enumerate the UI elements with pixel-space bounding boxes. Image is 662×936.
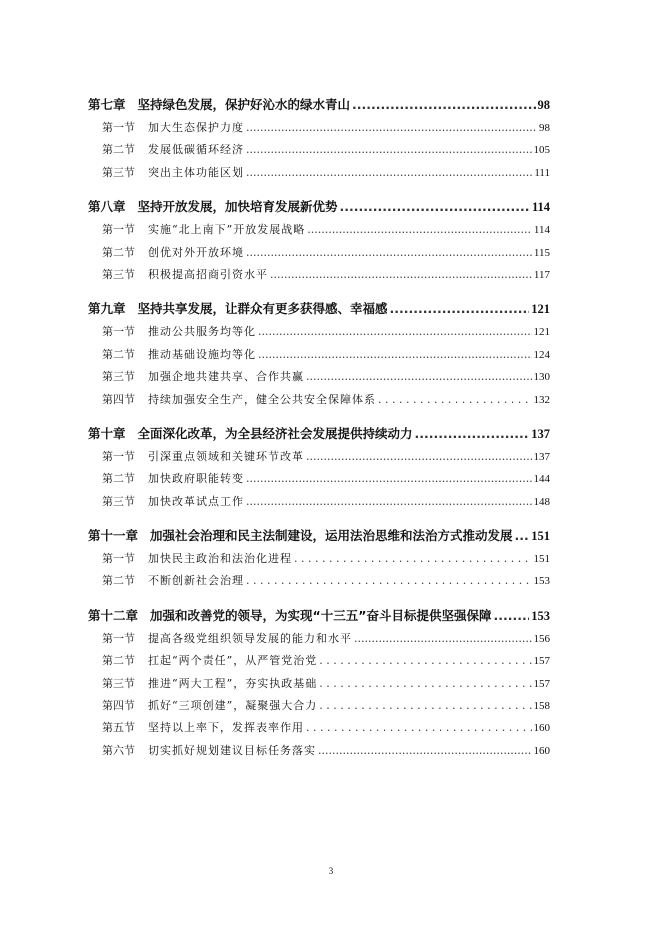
toc-section-entry[interactable] [88,493,550,515]
toc-section-entry[interactable] [88,368,550,390]
section-number: 第三节 [102,494,135,508]
section-title: 加大生态保护力度 [148,121,244,134]
chapter-gap [88,413,550,418]
toc-section-entry[interactable] [88,346,550,368]
toc-section-entry[interactable] [88,675,550,697]
toc-section-entry[interactable] [88,164,550,186]
dot-leader [493,608,529,623]
toc-chapter-entry[interactable] [88,95,550,115]
section-title: 推动公共服务均等化 [148,325,256,339]
section-page-number: 114 [533,224,550,237]
section-title: 扛起“两个责任”，从严管党治党 [148,654,318,668]
dot-leader [258,325,532,338]
section-page-number: 148 [533,495,550,508]
dot-leader [294,552,532,565]
dot-leader [246,121,537,134]
section-title: 加快改革试点工作 [148,494,244,508]
section-page-number: 160 [533,744,550,757]
section-number: 第六节 [102,743,135,757]
section-title: 创优对外开放环境 [148,245,244,259]
dot-leader [515,528,530,543]
toc-section-entry[interactable] [88,244,550,266]
chapter-gap [88,288,550,293]
toc-section-entry[interactable] [88,221,550,243]
section-title: 推动基础设施均等化 [148,347,256,361]
dot-leader [307,223,532,236]
section-page-number: 156 [533,632,550,645]
section-number: 第二节 [102,654,135,668]
toc-section-entry[interactable] [88,266,550,288]
dot-leader [354,632,532,645]
chapter-page-number: 114 [531,200,550,215]
section-number: 第四节 [102,699,135,713]
chapter-title: 加强社会治理和民主法制建设，运用法治思维和法治方式推动发展 [150,528,513,544]
dot-leader [270,268,532,281]
section-title: 突出主体功能区划 [148,165,244,179]
section-number: 第一节 [102,121,135,134]
section-number: 第二节 [102,245,135,259]
dot-leader [318,744,532,757]
section-page-number: 160 [533,722,550,735]
section-page-number: 144 [533,473,550,486]
section-page-number: 117 [533,268,550,281]
toc-section-entry[interactable] [88,323,550,345]
chapter-gap [88,595,550,600]
dot-leader [352,97,535,112]
section-page-number: 115 [533,246,550,259]
chapter-page-number: 153 [531,608,550,623]
toc-section-entry[interactable] [88,697,550,719]
section-page-number: 157 [533,677,550,690]
section-number: 第三节 [102,267,135,281]
dot-leader [246,143,532,156]
section-title: 加快民主政治和法治化进程 [148,552,292,566]
section-number: 第三节 [102,165,135,179]
chapter-number: 第十一章 [88,528,139,544]
toc-section-entry[interactable] [88,391,550,413]
dot-leader [246,246,532,259]
section-title: 抓好“三项创建”，凝聚强大合力 [148,699,318,713]
dot-leader [415,426,530,441]
dot-leader [246,495,532,508]
dot-leader [306,450,532,463]
dot-leader [390,301,530,316]
section-page-number: 130 [533,371,550,384]
toc-section-entry[interactable] [88,572,550,594]
toc-section-entry[interactable] [88,719,550,741]
dot-leader [258,348,532,361]
section-number: 第五节 [102,721,135,735]
chapter-title: 全面深化改革，为全县经济社会发展提供持续动力 [137,425,413,441]
section-title: 发展低碳循环经济 [148,143,244,157]
section-number: 第三节 [102,370,135,384]
section-title: 提高各级党组织领导发展的能力和水平 [148,631,352,645]
section-number: 第三节 [102,676,135,690]
chapter-page-number: 137 [531,426,550,441]
chapter-gap [88,515,550,520]
toc-section-entry[interactable] [88,448,550,470]
chapter-page-number: 121 [531,302,550,317]
toc-section-entry[interactable] [88,742,550,764]
section-page-number: 111 [534,166,550,179]
section-page-number: 121 [533,326,550,339]
toc-section-entry[interactable] [88,550,550,572]
chapter-number: 第九章 [88,301,126,317]
chapter-number: 第八章 [88,199,126,215]
dot-leader [246,574,532,587]
section-page-number: 98 [539,122,550,134]
section-title: 持续加强安全生产，健全公共安全保障体系 [148,392,376,406]
chapter-title: 坚持开放发展，加快培育发展新优势 [137,199,338,215]
section-page-number: 124 [533,348,550,361]
section-page-number: 153 [533,575,550,588]
toc-section-entry[interactable] [88,141,550,163]
section-title: 积极提高招商引资水平 [148,267,268,281]
section-page-number: 105 [533,144,550,157]
section-page-number: 137 [533,450,550,463]
section-title: 推进“两大工程”，夯实执政基础 [148,676,318,690]
section-page-number: 151 [533,553,550,566]
section-title: 不断创新社会治理 [148,574,244,588]
toc-chapter-entry[interactable] [88,424,550,444]
toc-chapter-entry[interactable] [88,526,550,546]
section-number: 第一节 [102,223,135,237]
section-page-number: 157 [533,655,550,668]
toc-section-entry[interactable] [88,119,550,141]
section-title: 坚持以上率下，发挥表率作用 [148,721,304,735]
toc-section-entry[interactable] [88,470,550,492]
section-number: 第一节 [102,552,135,566]
section-title: 引深重点领域和关键环节改革 [148,449,304,463]
section-number: 第二节 [102,143,135,157]
chapter-title: 坚持共享发展，让群众有更多获得感、幸福感 [137,301,388,317]
dot-leader [319,654,531,667]
dot-leader [340,199,530,214]
chapter-gap [88,764,550,769]
section-number: 第一节 [102,325,135,339]
section-page-number: 158 [533,700,550,713]
chapter-number: 第七章 [88,97,126,112]
toc-section-entry[interactable] [88,630,550,652]
section-number: 第一节 [102,449,135,463]
page-number: 3 [328,866,334,876]
table-of-contents [88,95,550,769]
toc-section-entry[interactable] [88,652,550,674]
section-title: 切实抓好规划建议目标任务落实 [148,743,316,757]
toc-chapter-entry[interactable] [88,299,550,319]
dot-leader [319,677,531,690]
chapter-page-number: 98 [537,98,550,112]
chapter-gap [88,186,550,191]
chapter-title: 加强和改善党的领导，为实现“十三五”奋斗目标提供坚强保障 [150,607,492,623]
chapter-title: 坚持绿色发展，保护好沁水的绿水青山 [137,97,351,112]
toc-chapter-entry[interactable] [88,197,550,217]
section-number: 第二节 [102,574,135,588]
toc-chapter-entry[interactable] [88,606,550,626]
dot-leader [306,370,532,383]
section-number: 第四节 [102,392,135,406]
section-number: 第二节 [102,472,135,486]
dot-leader [246,166,532,179]
dot-leader [319,699,531,712]
section-title: 加强企地共建共享、合作共赢 [148,370,304,384]
chapter-number: 第十章 [88,425,126,441]
section-title: 加快政府职能转变 [148,472,244,486]
section-title: 实施“北上南下”开放发展战略 [148,223,306,237]
section-page-number: 132 [533,393,550,406]
dot-leader [306,721,532,734]
chapter-number: 第十二章 [88,607,139,623]
chapter-page-number: 151 [531,529,550,544]
section-number: 第一节 [102,631,135,645]
section-number: 第二节 [102,347,135,361]
dot-leader [246,472,532,485]
dot-leader [378,393,532,406]
